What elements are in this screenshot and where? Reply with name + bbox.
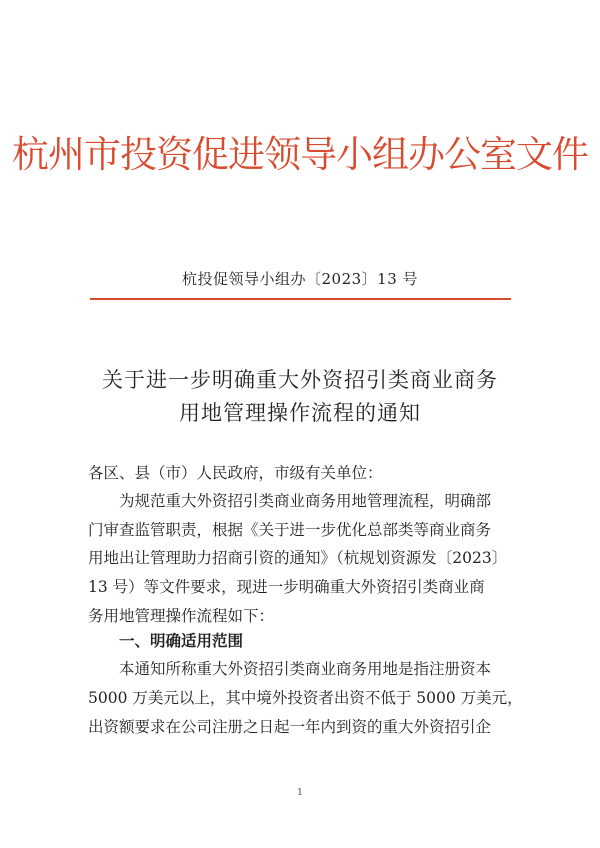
paragraph-1-line-5: 务用地管理操作流程如下： bbox=[88, 607, 275, 625]
paragraph-1-line-1: 为规范重大外资招引类商业商务用地管理流程，明确部 bbox=[119, 492, 492, 510]
red-separator-rule bbox=[90, 298, 511, 300]
salutation: 各区、县（市）人民政府，市级有关单位： bbox=[88, 464, 383, 482]
document-title-line-1: 关于进一步明确重大外资招引类商业商务 bbox=[102, 368, 498, 392]
masthead-title: 杭州市投资促进领导小组办公室文件 bbox=[12, 133, 588, 176]
paragraph-1-line-2: 门审查监管职责，根据《关于进一步优化总部类等商业商务 bbox=[88, 521, 492, 539]
document-number: 杭投促领导小组办〔2023〕13 号 bbox=[181, 270, 419, 288]
paragraph-1-line-3: 用地出让管理助力招商引资的通知》（杭规划资源发〔2023〕 bbox=[88, 549, 508, 567]
section-heading-1: 一、明确适用范围 bbox=[119, 632, 244, 650]
document-title-line-2: 用地管理操作流程的通知 bbox=[179, 401, 421, 425]
paragraph-2-line-2: 5000 万美元以上，其中境外投资者出资不低于 5000 万美元， bbox=[88, 689, 523, 707]
paragraph-1-line-4: 13 号）等文件要求，现进一步明确重大外资招引类商业商 bbox=[88, 578, 485, 596]
paragraph-2-line-1: 本通知所称重大外资招引类商业商务用地是指注册资本 bbox=[119, 660, 492, 678]
page-number: 1 bbox=[297, 788, 303, 798]
paragraph-2-line-3: 出资额要求在公司注册之日起一年内到资的重大外资招引企 bbox=[88, 718, 492, 736]
